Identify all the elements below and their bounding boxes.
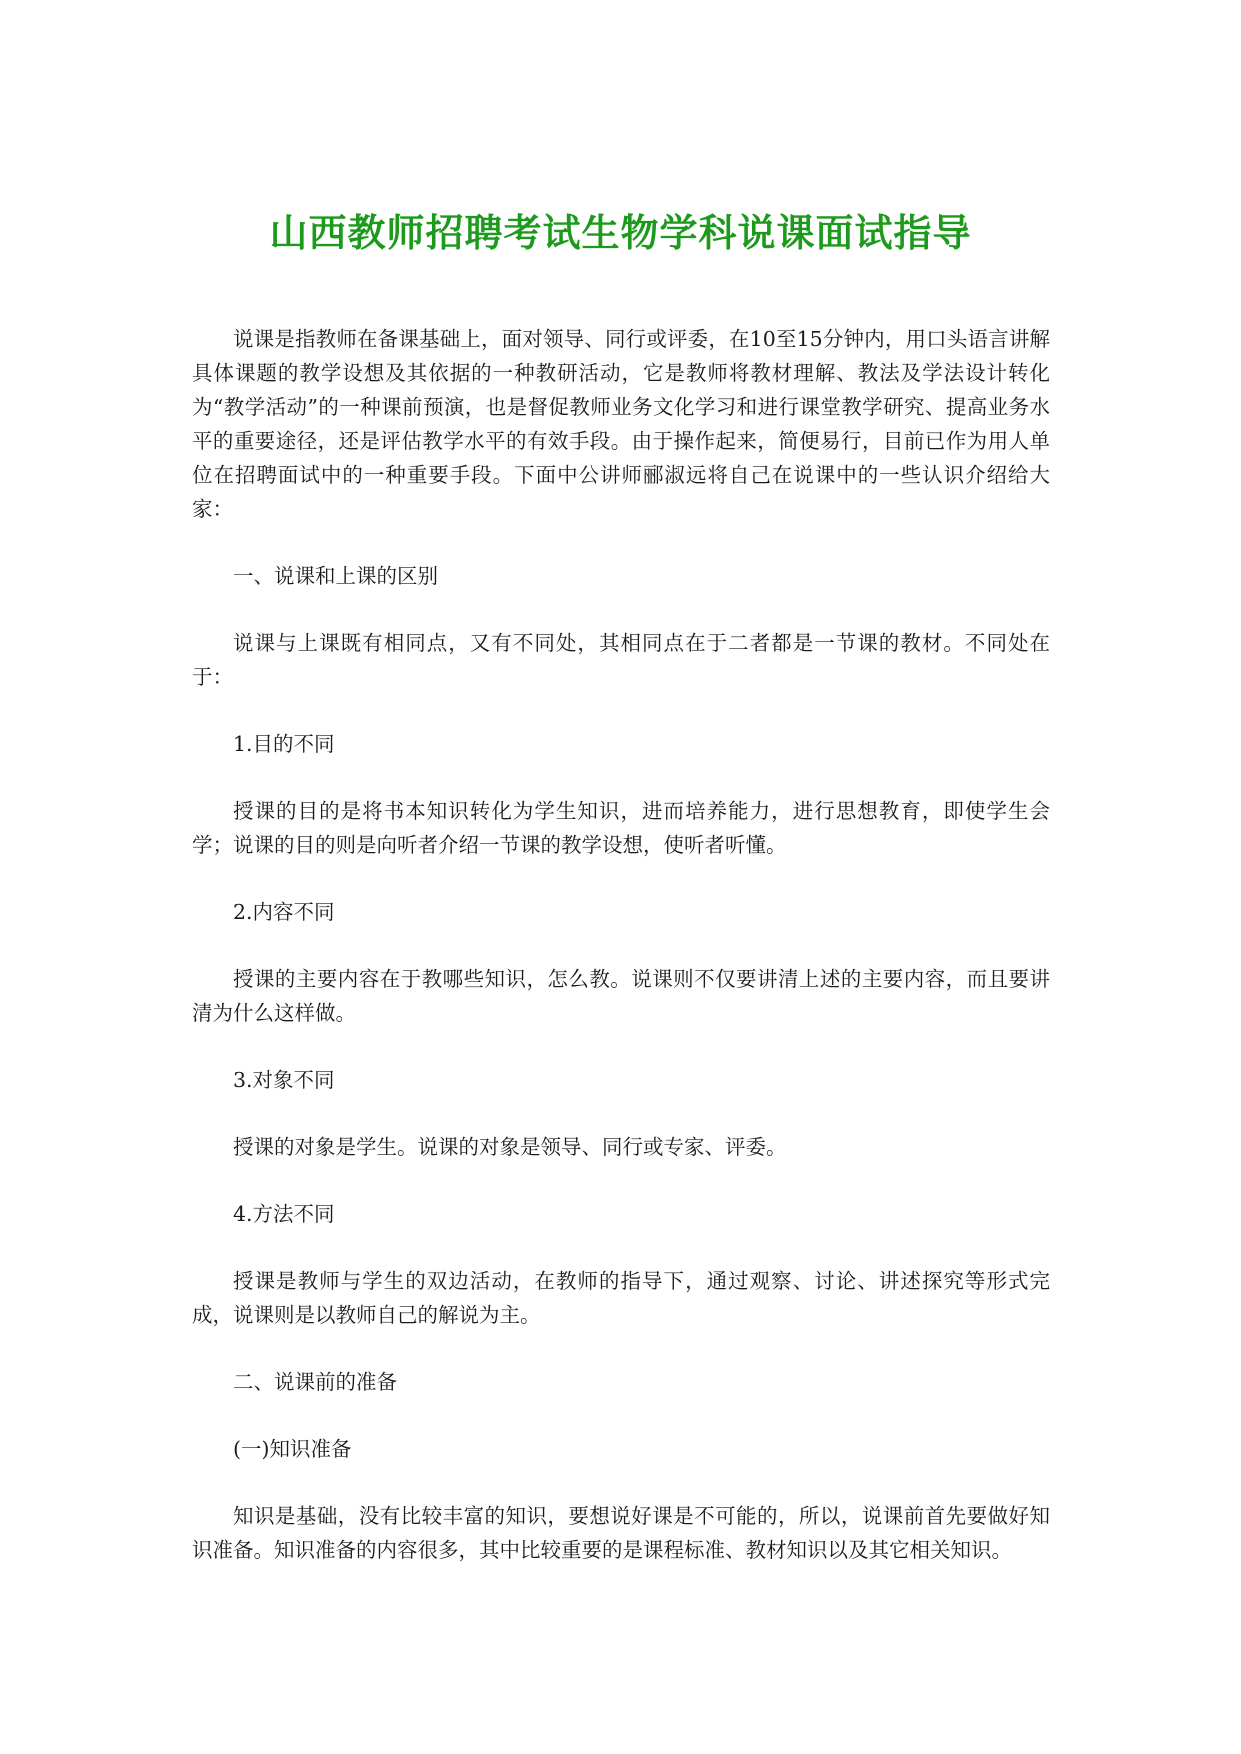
paragraph-knowledge: 知识是基础，没有比较丰富的知识，要想说好课是不可能的，所以，说课前首先要做好知识准备。知识准备的内容很多，其中比较重要的是课程标准、教材知识以及其它相关知识。 [192,1504,1050,1562]
section-heading-1: 一、说课和上课的区别 [233,564,438,588]
intro-paragraph: 说课是指教师在备课基础上，面对领导、同行或评委，在10至15分钟内，用口头语言讲解具体课题的教学设想及其依据的一种教研活动，它是教师将教材理解、教法及学法设计转化为“教学活动”的一种课前预演，也是督促教师业务文化学习和进行课堂教学研究、提高业务水平的重要途径，还是评估教学水平的有效手段。由于操作起来，简便易行，目前已作为用人单位在招聘面试中的一种重要手段。下面中公讲师郦淑远将自己在说课中的一些认识介绍给大家： [192,327,1050,521]
document-body [192,322,1050,1600]
subheading-content: 2.内容不同 [233,900,335,924]
paragraph-method: 授课是教师与学生的双边活动，在教师的指导下，通过观察、讨论、讲述探究等形式完成，说课则是以教师自己的解说为主。 [192,1269,1050,1327]
document-title: 山西教师招聘考试生物学科说课面试指导 [269,211,972,255]
paragraph-content: 授课的主要内容在于教哪些知识，怎么教。说课则不仅要讲清上述的主要内容，而且要讲清为什么这样做。 [192,967,1050,1025]
subheading-audience: 3.对象不同 [233,1068,335,1092]
paragraph-audience: 授课的对象是学生。说课的对象是领导、同行或专家、评委。 [233,1135,787,1159]
paragraph-difference: 说课与上课既有相同点，又有不同处，其相同点在于二者都是一节课的教材。不同处在于： [192,631,1050,689]
subheading-method: 4.方法不同 [233,1202,335,1226]
subheading-purpose: 1.目的不同 [233,732,335,756]
section-heading-2: 二、说课前的准备 [233,1370,397,1394]
subheading-knowledge: (一)知识准备 [233,1437,352,1461]
paragraph-purpose: 授课的目的是将书本知识转化为学生知识，进而培养能力，进行思想教育，即使学生会学；说课的目的则是向听者介绍一节课的教学设想，使听者听懂。 [192,799,1050,857]
